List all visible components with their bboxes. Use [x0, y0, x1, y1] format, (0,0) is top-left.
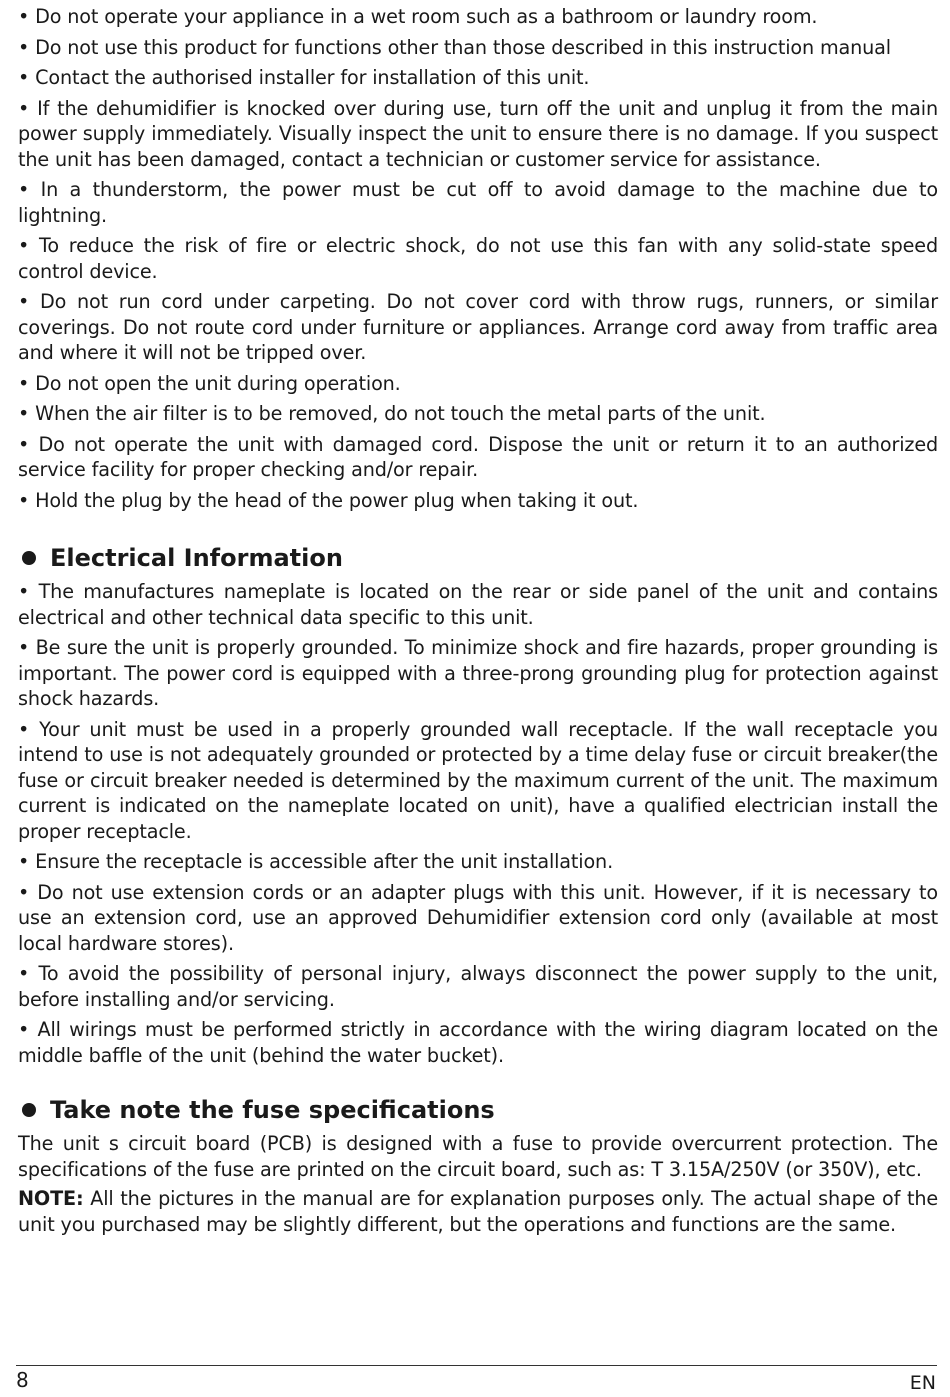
list-item: • Do not use extension cords or an adapter plugs with this unit. However, if it is necessary to use an extension cord, use an approved Dehumidifier extension cord only (available at most local hardware stores).	[18, 880, 938, 955]
electrical-list	[18, 579, 938, 1068]
list-item: • Contact the authorised installer for installation of this unit.	[18, 66, 590, 89]
list-item: • Do not operate the unit with damaged cord. Dispose the unit or return it to an authorized service facility for proper checking and/or repair.	[18, 432, 938, 481]
list-item: • When the air filter is to be removed, do not touch the metal parts of the unit.	[18, 402, 766, 425]
fuse-paragraph: The unit s circuit board (PCB) is designed with a fuse to provide overcurrent protection. The specifications of the fuse are printed on the circuit board, such as: T 3.15A/250V (or 350V), etc.	[18, 1132, 938, 1181]
section-title: Take note the fuse specifications	[50, 1096, 495, 1124]
bullet-dot-icon	[22, 1103, 36, 1117]
list-item: • To avoid the possibility of personal injury, always disconnect the power supply to the unit, before installing and/or servicing.	[18, 962, 938, 1011]
safety-list	[18, 4, 938, 513]
list-item: • The manufactures nameplate is located on the rear or side panel of the unit and contains electrical and other technical data specific to this unit.	[18, 580, 938, 629]
note-label: NOTE:	[18, 1187, 84, 1210]
manual-page-content	[18, 4, 938, 1241]
list-item: • In a thunderstorm, the power must be cut off to avoid damage to the machine due to lightning.	[18, 178, 938, 227]
list-item: • Do not use this product for functions other than those described in this instruction manual	[18, 35, 891, 59]
list-item: • Do not open the unit during operation.	[18, 371, 401, 395]
section-title: Electrical Information	[50, 544, 343, 572]
note-text: All the pictures in the manual are for explanation purposes only. The actual shape of the unit you purchased may be slightly different, but the operations and functions are the same.	[18, 1187, 938, 1236]
footer-divider	[16, 1365, 937, 1366]
list-item: • Hold the plug by the head of the power plug when taking it out.	[18, 488, 639, 512]
note-paragraph	[18, 1186, 938, 1237]
section-heading-electrical	[18, 543, 938, 573]
list-item: • Do not operate your appliance in a wet room such as a bathroom or laundry room.	[18, 5, 818, 28]
bullet-dot-icon	[22, 551, 36, 565]
list-item: • Be sure the unit is properly grounded. To minimize shock and fire hazards, proper grounding is important. The power cord is equipped with a three-prong grounding plug for protection against shock hazards.	[18, 636, 938, 710]
list-item: • Ensure the receptacle is accessible after the unit installation.	[18, 850, 614, 873]
page-number: 8	[16, 1368, 29, 1392]
list-item: • If the dehumidifier is knocked over during use, turn off the unit and unplug it from the main power supply immediately. Visually inspect the unit to ensure there is no damage. If you suspect the unit has been damaged, contact a technician or customer service for assistance.	[18, 96, 938, 171]
list-item: • To reduce the risk of fire or electric shock, do not use this fan with any solid-state speed control device.	[18, 234, 938, 283]
list-item: • Your unit must be used in a properly grounded wall receptacle. If the wall receptacle you intend to use is not adequately grounded or protected by a time delay fuse or circuit breaker(the fuse or circuit breaker needed is determined by the maximum current of the unit. The maximum current is indicated on the nameplate located on unit), have a qualified electrician install the proper receptacle.	[18, 717, 938, 843]
language-code: EN	[909, 1372, 936, 1394]
list-item: • All wirings must be performed strictly in accordance with the wiring diagram located on the middle baffle of the unit (behind the water bucket).	[18, 1018, 938, 1067]
list-item: • Do not run cord under carpeting. Do not cover cord with throw rugs, runners, or similar coverings. Do not route cord under furniture or appliances. Arrange cord away from traffic area and where it will not be tripped over.	[18, 290, 938, 364]
section-heading-fuse	[18, 1095, 938, 1125]
